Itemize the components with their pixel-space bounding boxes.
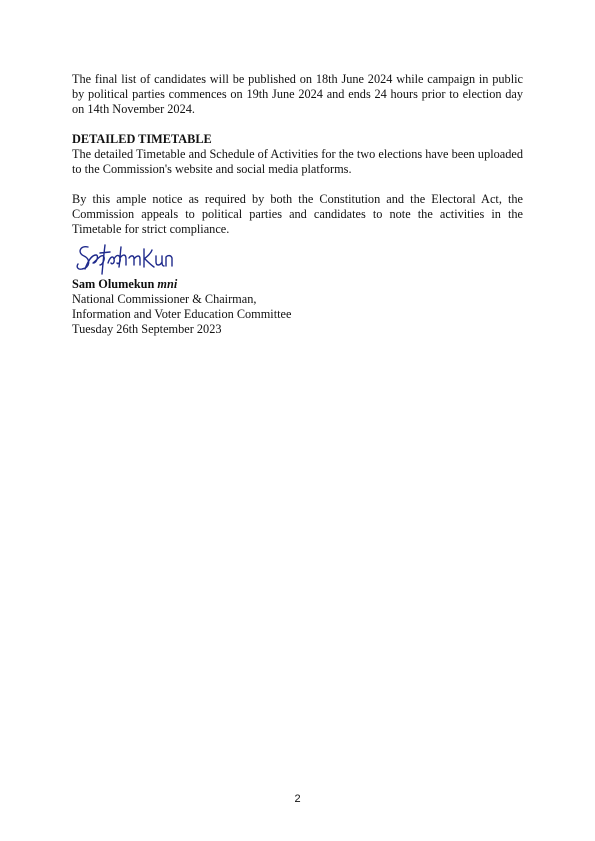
signatory-title-line-1: National Commissioner & Chairman, bbox=[72, 292, 257, 306]
campaign-paragraph: The final list of candidates will be published on 18th June 2024 while campaign in public by political parties commences on 19th June 2024 and ends 24 hours prior to election day on 14th November 2024. bbox=[72, 72, 523, 116]
notice-paragraph: By this ample notice as required by both the Constitution and the Electoral Act, the Commission appeals to political parties and candidates to note the activities in the Timetable for strict compliance. bbox=[72, 192, 523, 236]
page-number: 2 bbox=[294, 793, 301, 805]
timetable-body: The detailed Timetable and Schedule of Activities for the two elections have been uploaded to the Commission's website and social media platforms. bbox=[72, 147, 523, 176]
signatory-name bbox=[72, 277, 523, 292]
signatory-title-line-2: Information and Voter Education Committee bbox=[72, 307, 292, 321]
signature-block bbox=[72, 277, 523, 337]
page-content bbox=[72, 72, 523, 337]
signatory-name-suffix: mni bbox=[157, 277, 178, 291]
timetable-section bbox=[72, 132, 523, 177]
timetable-heading: DETAILED TIMETABLE bbox=[72, 132, 212, 146]
signature-date: Tuesday 26th September 2023 bbox=[72, 322, 222, 336]
handwritten-signature bbox=[74, 241, 194, 277]
signatory-name-text: Sam Olumekun bbox=[72, 277, 155, 291]
